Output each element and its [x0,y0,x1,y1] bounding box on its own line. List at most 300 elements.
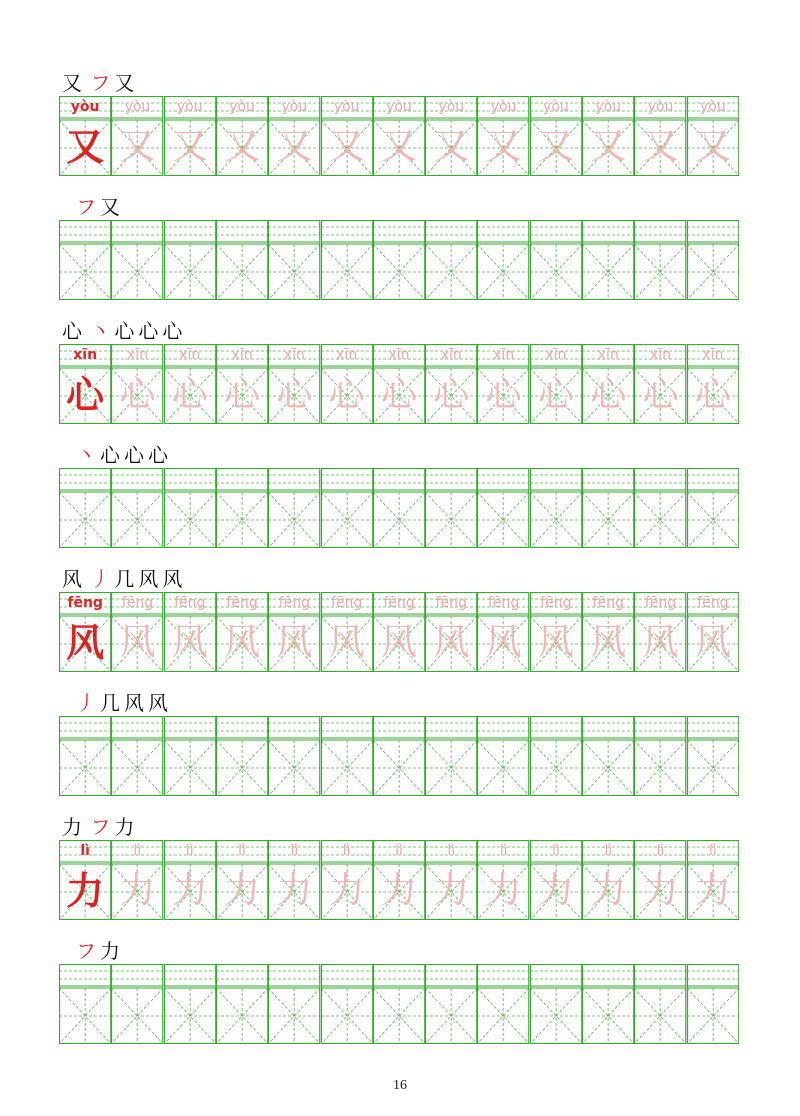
pinyin-label: lì [238,843,246,859]
practice-cell[interactable] [59,964,111,1044]
trace-cell[interactable] [477,96,529,176]
cell-guides [321,468,373,548]
trace-character: 力 [433,870,470,911]
practice-cell[interactable] [216,220,268,300]
trace-cell[interactable] [111,840,163,920]
trace-character: 风 [224,622,261,663]
stroke-step: フ [90,71,111,95]
practice-cell[interactable] [373,468,425,548]
trace-cell[interactable] [634,840,686,920]
trace-character: 又 [328,126,365,167]
pinyin-label: yòu [647,99,674,115]
trace-character: 心 [328,374,365,415]
pinyin-label: lì [395,843,403,859]
trace-character: 又 [380,126,417,167]
pinyin-label: fēng [540,595,572,611]
practice-cell[interactable] [582,964,634,1044]
pinyin-label: fēng [487,595,520,611]
model-cell [59,592,111,672]
stroke-step: 风 [162,567,183,591]
trace-character: 风 [485,622,522,663]
cell-guides [321,220,373,300]
trace-character: 心 [642,374,679,415]
trace-character: 心 [119,374,156,415]
stroke-step: 几 [114,567,135,591]
pinyin-label: xīn [493,347,515,363]
trace-cell[interactable] [477,344,529,424]
trace-cell[interactable] [425,840,477,920]
cell-guides [373,716,425,796]
pinyin-label: lì [185,843,194,859]
model-cell [59,840,111,920]
pinyin-label: xīn [336,347,358,363]
practice-cell[interactable] [425,220,477,300]
trace-character: 力 [590,870,627,911]
practice-cell[interactable] [530,220,582,300]
trace-cell[interactable] [216,840,268,920]
trace-cell[interactable] [530,592,582,672]
practice-cell[interactable] [634,468,686,548]
stroke-step: フ [90,815,111,839]
practice-cell[interactable] [164,716,216,796]
practice-cell[interactable] [268,964,320,1044]
pinyin-label: yòu [70,99,100,115]
pinyin-label: yòu [699,99,726,115]
trace-cell[interactable] [425,344,477,424]
cell-guides [373,220,425,300]
trace-character: 风 [433,622,470,663]
cell-guides [477,716,529,796]
practice-cell[interactable] [634,220,686,300]
cell-guides [164,468,216,548]
trace-cell[interactable] [321,840,373,920]
pinyin-label: fēng [435,595,467,611]
practice-cell[interactable] [477,220,529,300]
cell-guides [530,220,582,300]
trace-cell[interactable] [321,592,373,672]
trace-character: 力 [694,870,731,911]
stroke-step: 风 [138,567,159,591]
practice-cell[interactable] [373,716,425,796]
practice-grid-row [59,220,739,300]
cell-guides [59,220,111,300]
stroke-step: 丿 [90,567,111,591]
trace-character: 心 [485,374,522,415]
pinyin-label: xīn [388,347,410,363]
trace-character: 力 [224,870,261,911]
pinyin-label: yòu [543,99,569,115]
stroke-order-header [62,938,124,964]
pinyin-label: lì [133,843,142,859]
trace-cell[interactable] [373,344,425,424]
stroke-step: 心 [148,443,168,467]
pinyin-label: xīn [702,347,724,363]
cell-guides [164,220,216,300]
trace-cell[interactable] [477,840,529,920]
cell-guides [216,716,268,796]
practice-cell[interactable] [634,716,686,796]
pinyin-label: yòu [438,99,465,115]
cell-guides [164,716,216,796]
trace-cell[interactable] [582,96,634,176]
trace-character: 风 [537,622,574,663]
cell-guides [634,716,686,796]
pinyin-label: yòu [386,99,412,115]
trace-cell[interactable] [582,840,634,920]
cell-guides [582,716,634,796]
model-character: 心 [66,372,105,417]
cell-guides [477,220,529,300]
trace-character: 心 [590,374,627,415]
cell-guides [216,468,268,548]
header-character: 心 [62,319,82,343]
stroke-order-header [62,194,124,220]
trace-character: 又 [694,126,731,167]
cell-guides [582,220,634,300]
trace-cell[interactable] [634,592,686,672]
practice-cell[interactable] [164,964,216,1044]
trace-cell[interactable] [687,344,739,424]
pinyin-label: yòu [333,99,360,115]
character-header [62,814,138,840]
pinyin-label: xīn [597,347,619,363]
pinyin-label: xīn [179,347,201,363]
pinyin-label: yòu [490,99,517,115]
pinyin-label: yòu [281,99,308,115]
practice-cell[interactable] [111,716,163,796]
character-header [62,318,186,344]
practice-cell[interactable] [530,716,582,796]
cell-guides [216,220,268,300]
trace-character: 力 [328,870,365,911]
practice-cell[interactable] [216,468,268,548]
cell-guides [425,220,477,300]
tracing-grid-row [59,344,739,424]
cell-guides [111,220,163,300]
trace-character: 又 [485,126,522,167]
trace-character: 力 [642,870,679,911]
pinyin-label: lì [656,843,665,859]
cell-guides [687,964,739,1044]
cell-guides [634,220,686,300]
practice-cell[interactable] [477,468,529,548]
pinyin-label: xīn [545,347,567,363]
trace-character: 风 [171,622,208,663]
character-header [62,566,186,592]
trace-cell[interactable] [582,344,634,424]
trace-character: 力 [537,870,574,911]
trace-cell[interactable] [634,344,686,424]
cell-guides [216,964,268,1044]
practice-cell[interactable] [216,716,268,796]
trace-cell[interactable] [425,96,477,176]
pinyin-label: lì [708,843,717,859]
practice-cell[interactable] [477,716,529,796]
trace-character: 又 [171,126,208,167]
stroke-step: 心 [162,319,183,343]
trace-cell[interactable] [268,344,320,424]
cell-guides [268,716,320,796]
trace-character: 力 [119,870,156,911]
trace-cell[interactable] [268,96,320,176]
cell-guides [582,468,634,548]
stroke-step: 心 [114,319,135,343]
stroke-step: 力 [100,939,120,963]
practice-cell[interactable] [687,468,739,548]
cell-guides [477,964,529,1044]
model-character: 风 [66,620,105,665]
pinyin-label: xīn [231,347,253,363]
pinyin-label: yòu [595,99,622,115]
cell-guides [111,716,163,796]
pinyin-label: xīn [126,347,148,363]
practice-cell[interactable] [321,964,373,1044]
trace-cell[interactable] [687,840,739,920]
pinyin-label: fēng [278,595,311,611]
practice-cell[interactable] [582,220,634,300]
cell-guides [687,468,739,548]
cell-guides [634,468,686,548]
pinyin-label: xīn [649,347,672,363]
practice-cell[interactable] [425,468,477,548]
model-character: 又 [66,124,105,169]
practice-cell[interactable] [687,964,739,1044]
trace-cell[interactable] [530,840,582,920]
trace-cell[interactable] [530,96,582,176]
practice-cell[interactable] [321,468,373,548]
practice-cell[interactable] [321,716,373,796]
practice-cell[interactable] [268,468,320,548]
cell-guides [373,468,425,548]
practice-cell[interactable] [582,716,634,796]
cell-guides [530,716,582,796]
trace-character: 又 [119,126,156,167]
trace-character: 心 [537,374,574,415]
trace-cell[interactable] [216,344,268,424]
pinyin-label: xīn [283,347,305,363]
pinyin-label: fēng [697,595,729,611]
cell-guides [321,716,373,796]
practice-grid-row [59,964,739,1044]
trace-character: 又 [276,126,313,167]
stroke-step: 丶 [90,319,111,343]
practice-cell[interactable] [268,716,320,796]
model-cell [59,344,111,424]
trace-character: 又 [642,126,679,167]
practice-cell[interactable] [530,964,582,1044]
header-character: 风 [62,567,82,591]
trace-cell[interactable] [268,840,320,920]
practice-cell[interactable] [687,716,739,796]
practice-cell[interactable] [373,220,425,300]
trace-character: 心 [433,374,470,415]
trace-character: 力 [380,870,417,911]
practice-cell[interactable] [373,964,425,1044]
pinyin-label: fēng [174,595,206,611]
tracing-grid-row [59,840,739,920]
pinyin-label: lì [342,843,351,859]
trace-character: 风 [328,622,365,663]
trace-cell[interactable] [321,96,373,176]
pinyin-label: fēng [592,595,624,611]
stroke-step: 风 [148,691,168,715]
cell-guides [530,964,582,1044]
trace-cell[interactable] [530,344,582,424]
trace-cell[interactable] [582,592,634,672]
trace-cell[interactable] [268,592,320,672]
trace-cell[interactable] [164,96,216,176]
stroke-step: 又 [100,195,120,219]
trace-cell[interactable] [164,344,216,424]
trace-character: 心 [694,374,731,415]
stroke-step: 风 [124,691,144,715]
cell-guides [59,964,111,1044]
trace-cell[interactable] [111,344,163,424]
trace-cell[interactable] [425,592,477,672]
practice-cell[interactable] [321,220,373,300]
trace-character: 风 [119,622,156,663]
cell-guides [425,964,477,1044]
pinyin-label: yòu [229,99,255,115]
cell-guides [59,468,111,548]
trace-character: 风 [694,622,731,663]
cell-guides [321,964,373,1044]
stroke-step: フ [76,939,96,963]
trace-cell[interactable] [373,840,425,920]
practice-cell[interactable] [111,220,163,300]
trace-cell[interactable] [164,592,216,672]
header-character: 又 [62,71,82,95]
character-header [62,70,138,96]
trace-character: 风 [380,622,417,663]
practice-cell[interactable] [59,220,111,300]
stroke-step: 又 [114,71,135,95]
cell-guides [164,964,216,1044]
pinyin-label: lì [290,843,299,859]
header-character: 力 [62,815,82,839]
model-character: 力 [66,868,105,913]
practice-cell[interactable] [268,220,320,300]
trace-character: 又 [537,126,574,167]
cell-guides [268,220,320,300]
pinyin-label: fēng [67,595,103,611]
trace-cell[interactable] [111,96,163,176]
trace-cell[interactable] [216,96,268,176]
trace-cell[interactable] [634,96,686,176]
practice-cell[interactable] [59,468,111,548]
pinyin-label: fēng [331,595,363,611]
stroke-step: 丶 [76,443,96,467]
stroke-step: 心 [100,443,120,467]
pinyin-label: fēng [644,595,677,611]
practice-cell[interactable] [164,220,216,300]
practice-cell[interactable] [425,716,477,796]
cell-guides [425,468,477,548]
practice-grid-row [59,716,739,796]
cell-guides [59,716,111,796]
pinyin-label: xīn [440,347,462,363]
pinyin-label: xīn [73,347,98,363]
trace-character: 力 [485,870,522,911]
stroke-order-header [62,690,172,716]
pinyin-label: yòu [124,99,151,115]
practice-cell[interactable] [425,964,477,1044]
trace-character: 又 [224,126,261,167]
stroke-step: 心 [138,319,159,343]
cell-guides [268,468,320,548]
practice-cell[interactable] [634,964,686,1044]
stroke-step: 几 [100,691,120,715]
pinyin-label: lì [80,843,90,859]
practice-grid-row [59,468,739,548]
trace-cell[interactable] [321,344,373,424]
practice-cell[interactable] [582,468,634,548]
trace-character: 又 [433,126,470,167]
pinyin-label: lì [604,843,613,859]
practice-cell[interactable] [164,468,216,548]
stroke-order-header [62,442,172,468]
tracing-grid-row [59,592,739,672]
trace-cell[interactable] [687,96,739,176]
stroke-step: 力 [114,815,135,839]
pinyin-label: fēng [383,595,415,611]
trace-cell[interactable] [164,840,216,920]
cell-guides [582,964,634,1044]
cell-guides [634,964,686,1044]
trace-cell[interactable] [687,592,739,672]
cell-guides [111,468,163,548]
cell-guides [268,964,320,1044]
pinyin-label: lì [447,843,456,859]
trace-character: 力 [171,870,208,911]
trace-character: 力 [276,870,313,911]
trace-character: 心 [224,374,261,415]
cell-guides [687,220,739,300]
tracing-grid-row [59,96,739,176]
pinyin-label: fēng [121,595,154,611]
trace-character: 风 [642,622,679,663]
practice-cell[interactable] [59,716,111,796]
trace-character: 风 [590,622,627,663]
practice-cell[interactable] [687,220,739,300]
pinyin-label: lì [552,843,560,859]
cell-guides [373,964,425,1044]
practice-cell[interactable] [477,964,529,1044]
stroke-step: 丿 [76,691,96,715]
practice-cell[interactable] [111,964,163,1044]
trace-cell[interactable] [477,592,529,672]
trace-character: 心 [276,374,313,415]
practice-cell[interactable] [111,468,163,548]
practice-cell[interactable] [530,468,582,548]
cell-guides [425,716,477,796]
pinyin-label: yòu [176,99,203,115]
page-number: 16 [393,1078,407,1093]
trace-character: 风 [276,622,313,663]
trace-character: 又 [590,126,627,167]
pinyin-label: lì [499,843,508,859]
trace-cell[interactable] [373,592,425,672]
model-cell [59,96,111,176]
trace-cell[interactable] [216,592,268,672]
cell-guides [687,716,739,796]
practice-cell[interactable] [216,964,268,1044]
trace-character: 心 [171,374,208,415]
cell-guides [111,964,163,1044]
stroke-step: フ [76,195,96,219]
trace-cell[interactable] [111,592,163,672]
trace-cell[interactable] [373,96,425,176]
